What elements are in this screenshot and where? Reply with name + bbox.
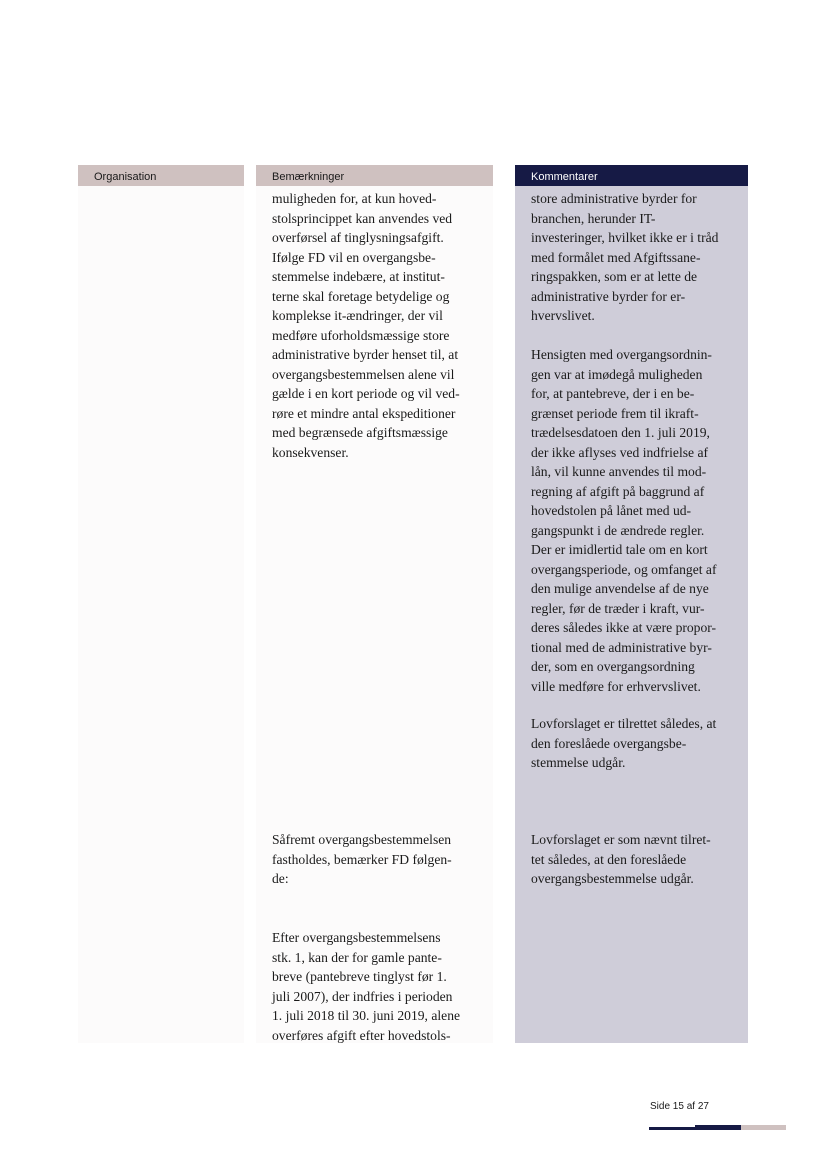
kommentarer-column (515, 165, 748, 1043)
kommentar-paragraph-2: Hensigten med overgangsordnin- gen var at imødegå muligheden for, at pantebreve, der i en be- grænset periode frem til ikraft- trædelsesdatoen den 1. juli 2019, der ikke aflyses ved indfrielse af lån, vil kunne anvendes til mod- regning af afgift på baggrund af hovedstolen på lånet med ud- gangspunkt i de ændrede regler. Der er imidlertid tale om en kort overgangsperiode, og omfanget af den mulige anvendelse af de nye regler, før de træder i kraft, vur- deres således ikke at være propor- tional med de administrative byr- der, som en overgangsordning ville medføre for erhvervslivet. (531, 347, 717, 694)
page-number: Side 15 af 27 (650, 1101, 709, 1112)
organisation-header: Organisation (78, 165, 244, 186)
kommentarer-header: Kommentarer (515, 165, 748, 186)
footer-bar-segment-2 (695, 1125, 741, 1130)
bemaerkning-paragraph-1: muligheden for, at kun hoved- stolsprincippet kan anvendes ved overførsel af tinglysningsafgift. Ifølge FD vil en overgangsbe- stemmelse indebære, at institut- terne skal foretage betydelige og komplekse it-ændringer, der vil medføre uforholdsmæssige store administrative byrder henset til, at overgangsbestemmelsen alene vil gælde i en kort periode og vil ved- røre et mindre antal ekspeditioner med begrænsede afgiftsmæssige konsekvenser. (272, 191, 460, 460)
bemaerkninger-header: Bemærkninger (256, 165, 493, 186)
footer-bar-segment-3 (741, 1125, 786, 1130)
footer-bar-segment-1 (649, 1127, 695, 1130)
kommentar-paragraph-3: Lovforslaget er tilrettet således, at den foreslåede overgangsbe- stemmelse udgår. (531, 716, 717, 770)
bemaerkning-paragraph-3: Efter overgangsbestemmelsens stk. 1, kan der for gamle pante- breve (pantebreve tinglyst før 1. juli 2007), der indfries i perioden 1. juli 2018 til 30. juni 2019, alene overføres afgift efter hovedstols- (272, 930, 461, 1043)
bemaerkning-paragraph-2: Såfremt overgangsbestemmelsen fastholdes, bemærker FD følgen- de: (272, 832, 452, 886)
bemaerkninger-column (256, 165, 493, 1043)
organisation-column (78, 165, 244, 1043)
kommentar-paragraph-4: Lovforslaget er som nævnt tilret- tet således, at den foreslåede overgangsbestemmelse udgår. (531, 832, 711, 886)
kommentar-paragraph-1: store administrative byrder for branchen, herunder IT- investeringer, hvilket ikke er i tråd med formålet med Afgiftssane- ringspakken, som er at lette de administrative byrder for er- hvervslivet. (531, 191, 719, 323)
